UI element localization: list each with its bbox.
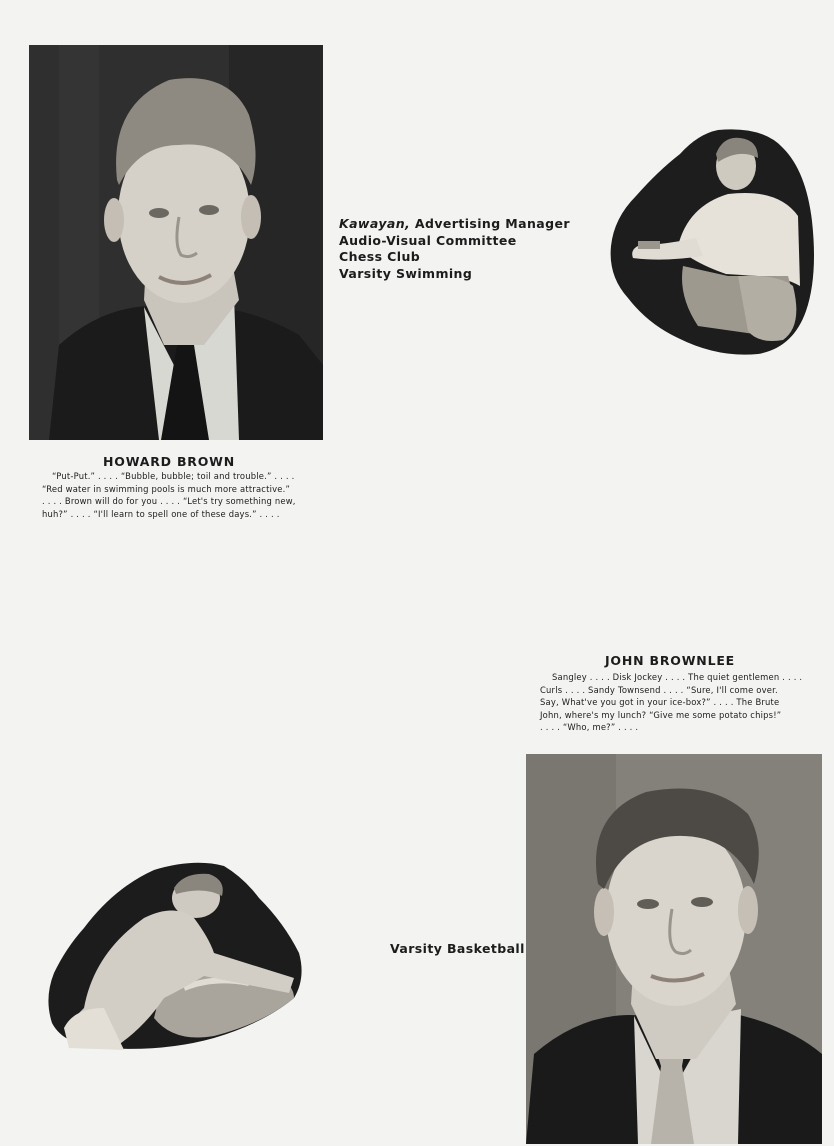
portrait-photo — [526, 754, 822, 1144]
john-brownlee-activities — [390, 941, 530, 958]
john-brownlee-blurb — [540, 671, 812, 734]
quote-line: . . . . Brown will do for you . . . . “Let's try something new, — [42, 496, 296, 507]
candid-photo — [44, 858, 304, 1054]
quote-line: . . . . “Who, me?” . . . . — [540, 722, 639, 733]
quote-line: Curls . . . . Sandy Townsend . . . . “Sure, I'll come over. — [540, 684, 778, 695]
howard-brown-portrait — [29, 45, 323, 440]
john-brownlee-candid-photo — [44, 858, 304, 1054]
quote-line: “Red water in swimming pools is much more attractive.” — [42, 483, 291, 494]
activity-line — [339, 216, 579, 233]
portrait-photo — [29, 45, 323, 440]
howard-brown-name: HOWARD BROWN — [103, 454, 235, 469]
activity-line: Varsity Swimming — [339, 265, 473, 281]
john-brownlee-portrait — [526, 754, 822, 1144]
howard-brown-activities — [339, 216, 579, 282]
quote-line: John, where's my lunch? “Give me some potato chips!” — [540, 709, 782, 720]
activity-line: Chess Club — [339, 249, 421, 264]
quote-line: “Put-Put.” . . . . “Bubble, bubble; toil and trouble.” . . . . — [52, 471, 295, 481]
activity-line: Audio-Visual Committee — [339, 232, 517, 248]
activity-publication: Kawayan, — [339, 216, 411, 231]
quote-line: Say, What've you got in your ice-box?” . . . . The Brute — [540, 697, 780, 708]
activity-line: Varsity Basketball — [390, 941, 525, 956]
john-brownlee-name: JOHN BROWNLEE — [604, 653, 736, 668]
candid-photo — [608, 126, 818, 358]
activity-role: Advertising Manager — [410, 216, 570, 231]
howard-brown-blurb — [42, 470, 332, 520]
quote-line: huh?” . . . . “I'll learn to spell one of these days.” . . . . — [42, 508, 280, 519]
howard-brown-candid-photo — [608, 126, 818, 358]
quote-line: Sangley . . . . Disk Jockey . . . . The quiet gentlemen . . . . — [552, 672, 803, 682]
